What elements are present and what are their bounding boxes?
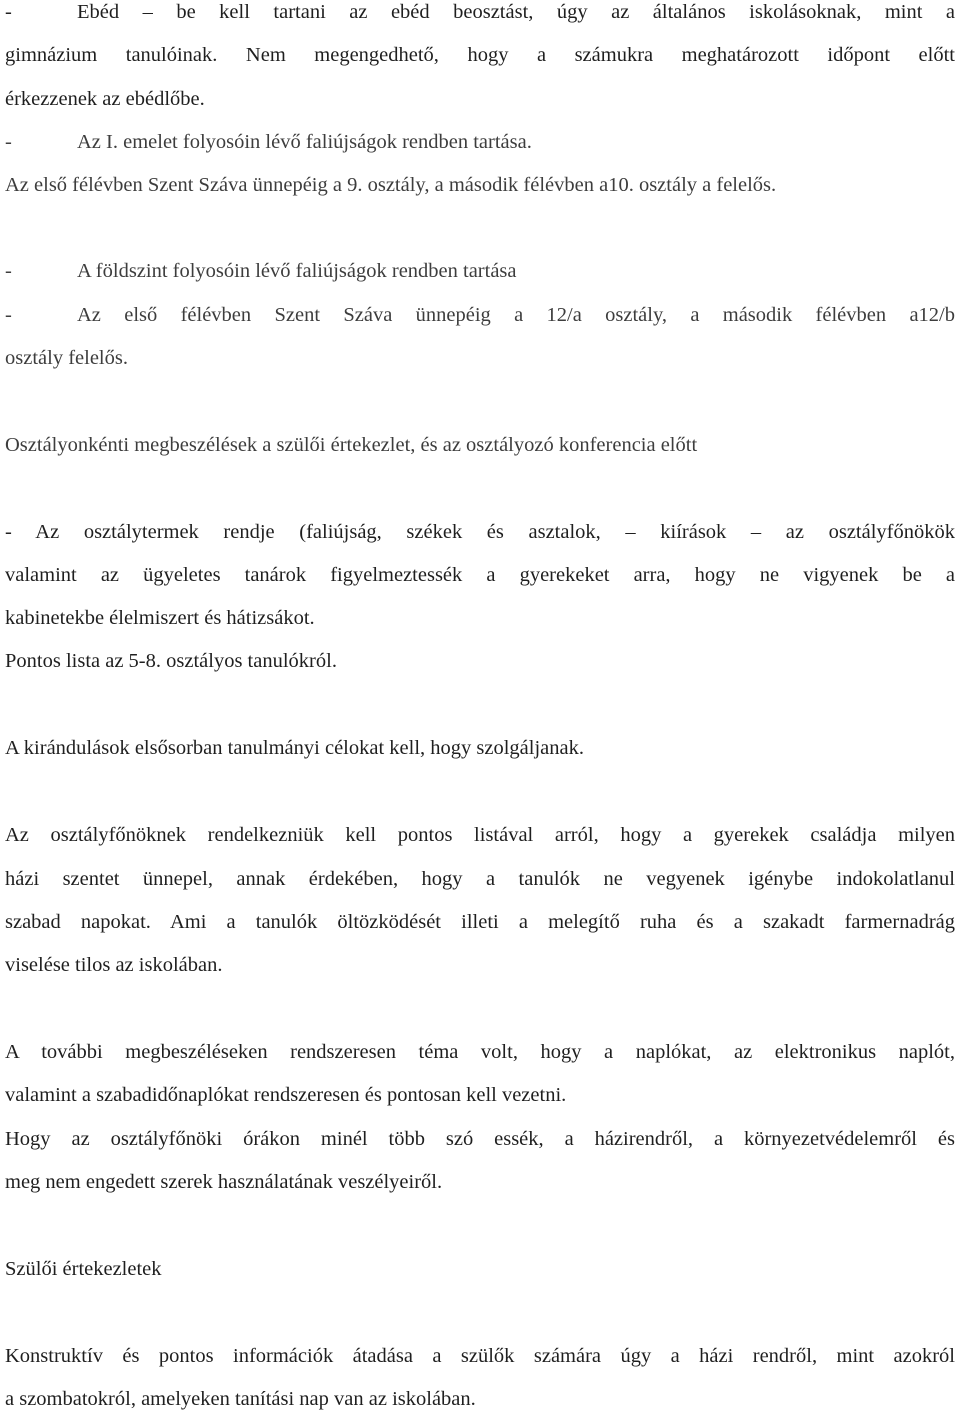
bullet-dash: - xyxy=(5,304,12,326)
text-line: érkezzenek az ebédlőbe. xyxy=(5,88,205,110)
text-line xyxy=(5,130,955,154)
line-text: A földszint folyosóin lévő faliújságok rendben tartása xyxy=(77,260,517,282)
text-line: - Az osztálytermek rendje (faliújság, székek és asztalok, – kiírások – az osztályfőnökök xyxy=(5,521,955,543)
text-line: viselése tilos az iskolában. xyxy=(5,954,223,976)
text-line: valamint az ügyeletes tanárok figyelmeztessék a gyerekeket arra, hogy ne vigyenek be a xyxy=(5,564,955,586)
text-line: Pontos lista az 5-8. osztályos tanulókról. xyxy=(5,650,337,672)
text-line: Konstruktív és pontos információk átadása a szülők számára úgy a házi rendről, mint azokról xyxy=(5,1345,955,1367)
text-line: valamint a szabadidőnaplókat rendszeresen és pontosan kell vezetni. xyxy=(5,1084,567,1106)
text-line: szabad napokat. Ami a tanulók öltözködését illeti a melegítő ruha és a szakadt farmernadrág xyxy=(5,911,955,933)
text-line: Az első félévben Szent Száva ünnepéig a 9. osztály, a második félévben a10. osztály a felelős. xyxy=(5,174,777,196)
text-line: A további megbeszéléseken rendszeresen téma volt, hogy a naplókat, az elektronikus naplót, xyxy=(5,1041,955,1063)
text-line: házi szentet ünnepel, annak érdekében, hogy a tanulók ne vegyenek igénybe indokolatlanul xyxy=(5,868,955,890)
text-line xyxy=(5,259,955,283)
text-line: meg nem engedett szerek használatának veszélyeiről. xyxy=(5,1171,443,1193)
text-line: osztály felelős. xyxy=(5,347,128,369)
text-line: Az osztályfőnöknek rendelkezniük kell pontos listával arról, hogy a gyerekek családja milyen xyxy=(5,824,955,846)
bullet-dash: - xyxy=(5,1,12,23)
text-line xyxy=(5,0,955,24)
text-line: A kirándulások elsősorban tanulmányi célokat kell, hogy szolgáljanak. xyxy=(5,737,584,759)
text-line xyxy=(5,303,955,327)
line-text: Az I. emelet folyosóin lévő faliújságok rendben tartása. xyxy=(77,131,532,153)
section-heading: Osztályonkénti megbeszélések a szülői értekezlet, és az osztályozó konferencia előtt xyxy=(5,434,698,456)
text-line: kabinetekbe élelmiszert és hátizsákot. xyxy=(5,607,315,629)
section-heading: Szülői értekezletek xyxy=(5,1258,162,1280)
text-line: a szombatokról, amelyeken tanítási nap van az iskolában. xyxy=(5,1388,476,1410)
bullet-dash: - xyxy=(5,131,12,153)
bullet-dash: - xyxy=(5,260,12,282)
line-text: Az első félévben Szent Száva ünnepéig a 12/a osztály, a második félévben a12/b xyxy=(77,304,955,326)
text-line: gimnázium tanulóinak. Nem megengedhető, hogy a számukra meghatározott időpont előtt xyxy=(5,44,955,66)
text-line: Hogy az osztályfőnöki órákon minél több szó essék, a házirendről, a környezetvédelemről és xyxy=(5,1128,955,1150)
line-text: Ebéd – be kell tartani az ebéd beosztást, úgy az általános iskolásoknak, mint a xyxy=(77,1,955,23)
